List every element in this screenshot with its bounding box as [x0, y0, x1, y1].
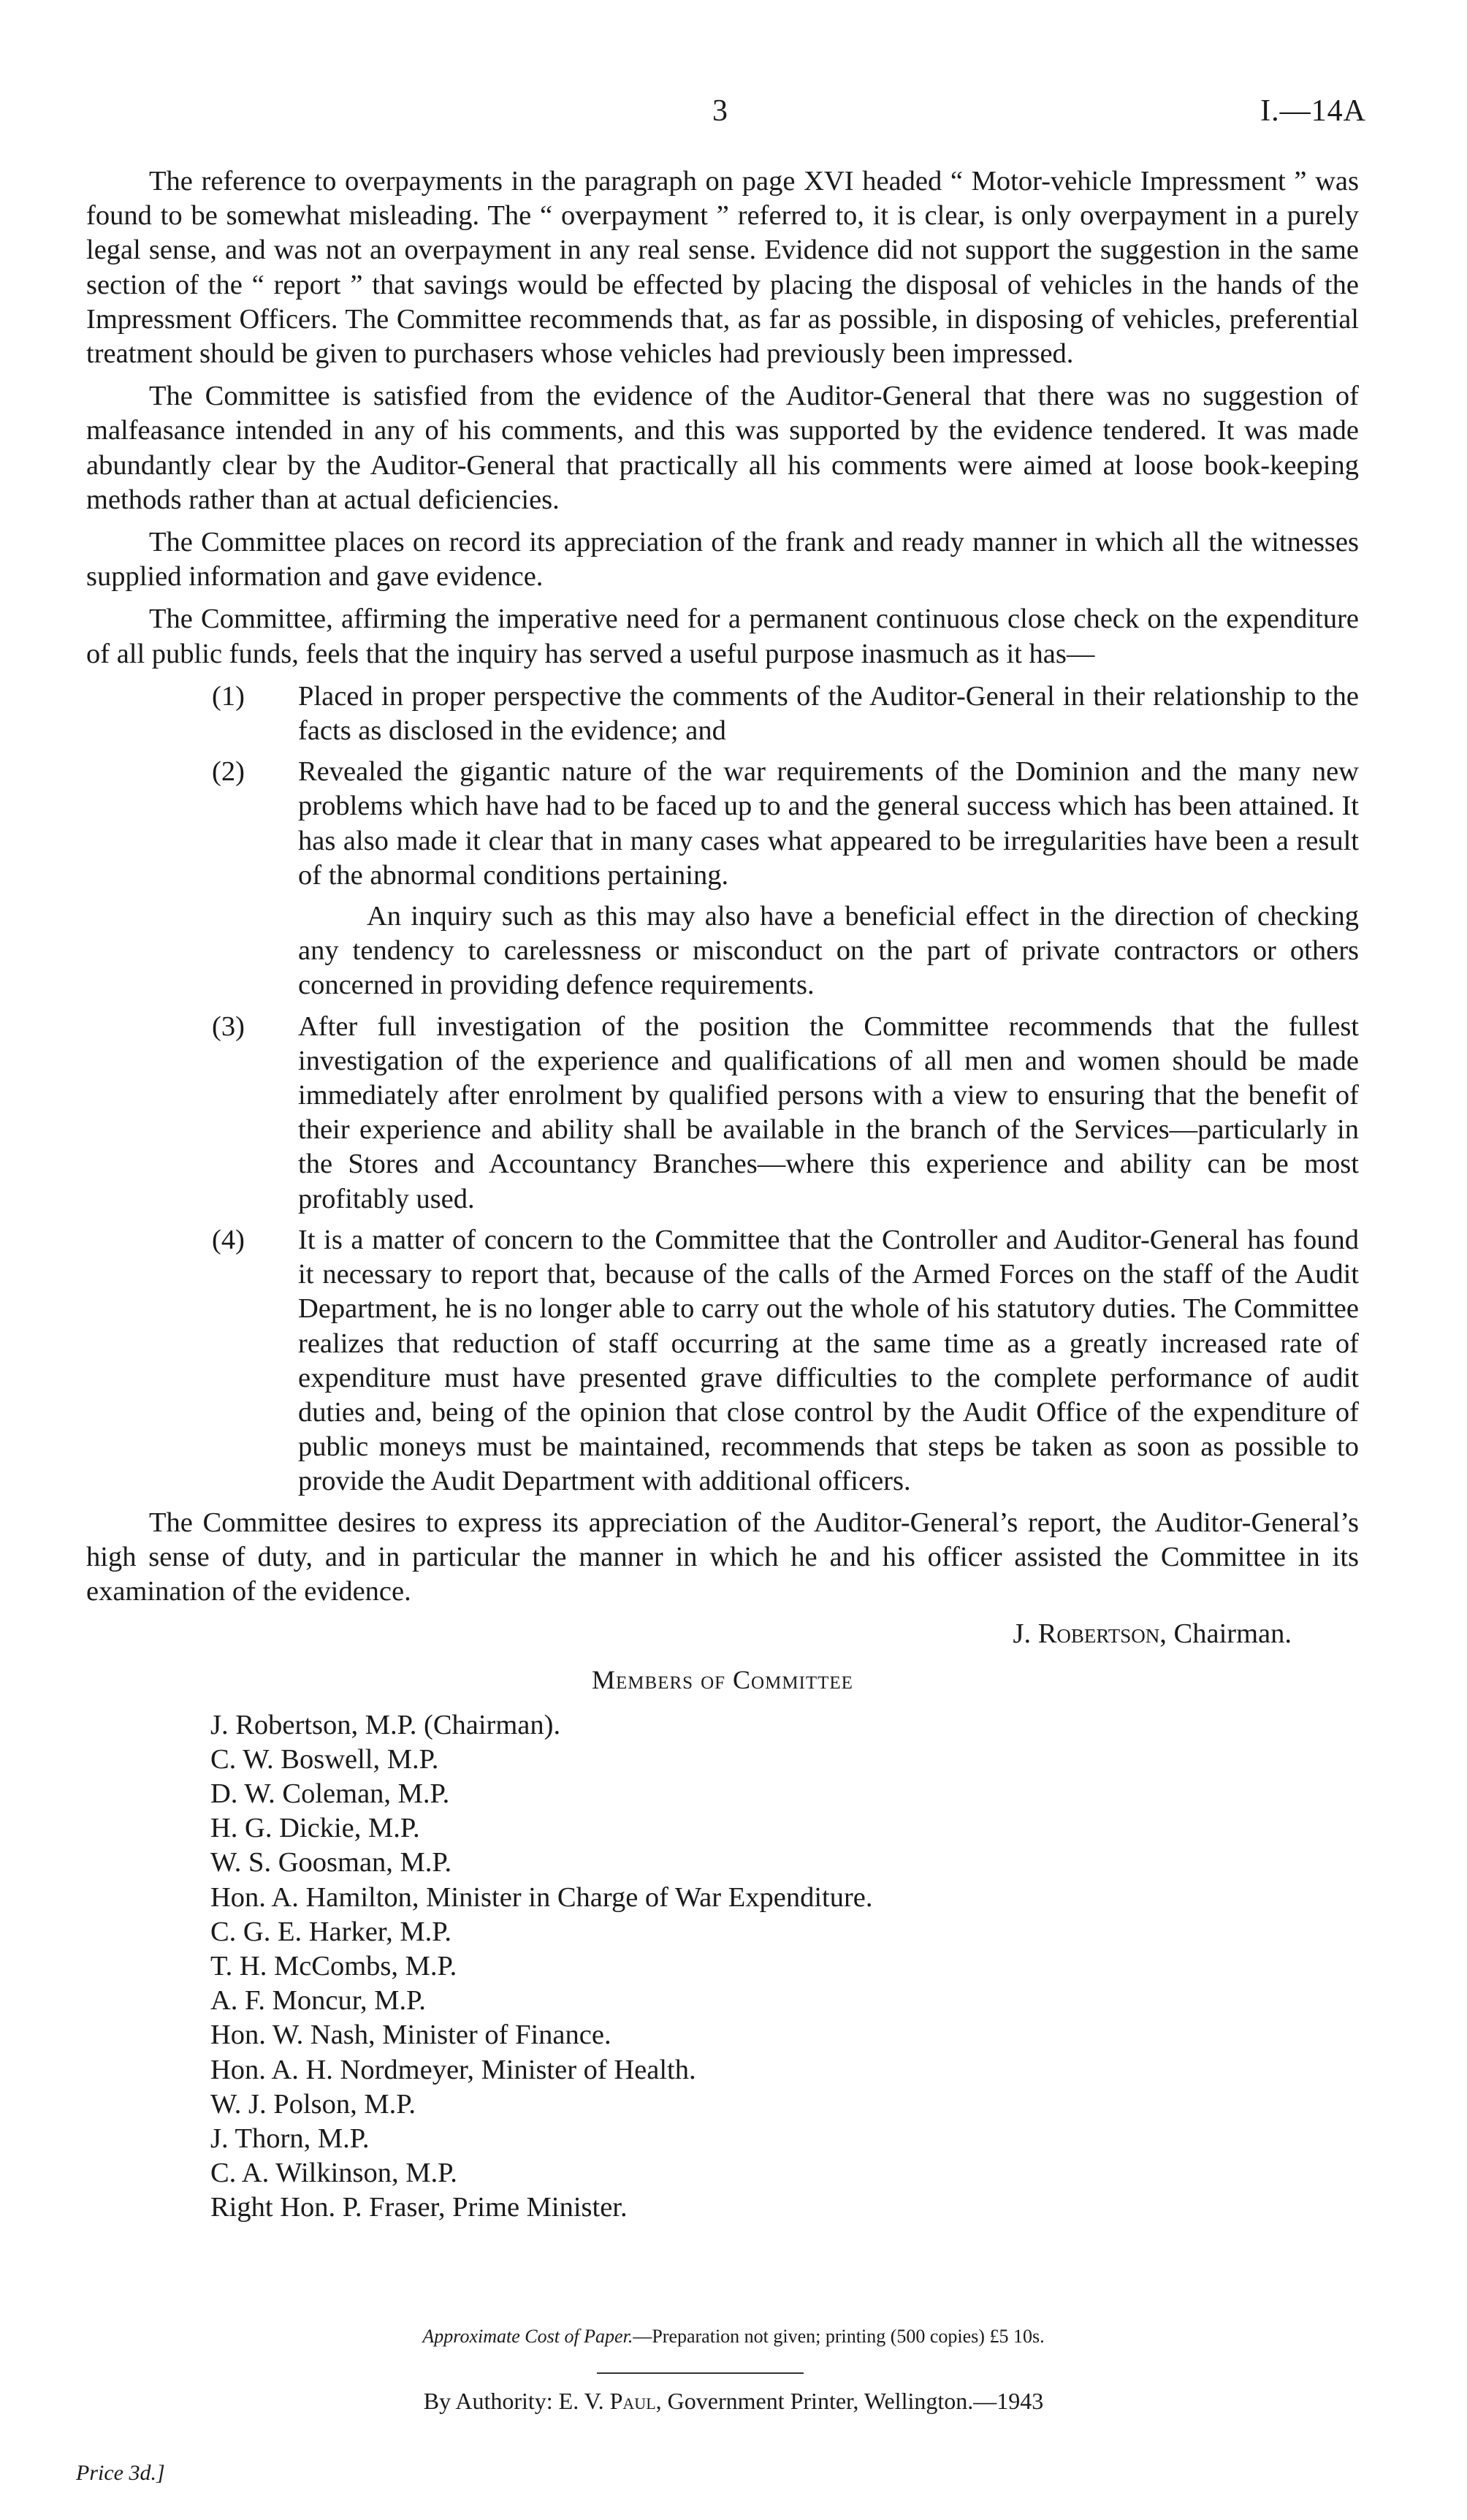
signature-name: J. Robertson,: [1013, 1618, 1167, 1650]
paragraph-inquiry-purpose: The Committee, affirming the imperative need for a permanent continuous close check on the expenditure of all public funds, feels that the inquiry has served a useful purpose inasmuch as it has—: [86, 604, 1359, 669]
list-item-number: (1): [212, 680, 245, 712]
price-label: Price 3d.]: [76, 2461, 165, 2485]
member-item: W. J. Polson, M.P.: [210, 2088, 416, 2120]
member-item: C. W. Boswell, M.P.: [210, 1743, 439, 1775]
member-item: Hon. A. Hamilton, Minister in Charge of War Expenditure.: [210, 1881, 873, 1913]
member-item: Hon. W. Nash, Minister of Finance.: [210, 2020, 611, 2051]
member-item: J. Thorn, M.P.: [210, 2123, 370, 2154]
members-list: [86, 1708, 1359, 2226]
member-item: A. F. Moncur, M.P.: [210, 1985, 426, 2017]
printer-authority: [0, 2388, 1467, 2415]
list-item-text: It is a matter of concern to the Committee that the Controller and Auditor-General has found it necessary to report that, because of the calls of the Armed Forces on the staff of the Audit Department, he is no longer able to carry out the whole of his statutory duties. The Committee realizes that reduction of staff occurring at the same time as a greatly increased rate of expenditure must have presented grave difficulties to the complete performance of audit duties and, being of the opinion that close control by the Audit Office of the expenditure of public moneys must be maintained, recommends that steps be taken as soon as possible to provide the Audit Department with additional officers.: [298, 1224, 1359, 1497]
list-item: [86, 755, 1359, 1002]
divider: [597, 2372, 804, 2374]
list-item-number: (4): [212, 1224, 245, 1255]
member-item: Right Hon. P. Fraser, Prime Minister.: [210, 2192, 628, 2223]
authority-printer-name: Paul,: [609, 2388, 662, 2414]
list-item-number: (2): [212, 756, 245, 788]
paragraph-closing: The Committee desires to express its appreciation of the Auditor-General’s report, the Auditor-General’s high sense of duty, and in particular the manner in which he and his officer assisted the Committee in its examination of the evidence.: [86, 1507, 1359, 1607]
list-item: [86, 680, 1359, 748]
member-item: H. G. Dickie, M.P.: [210, 1813, 420, 1844]
list-item-text: Placed in proper perspective the comments of the Auditor-General in their relationship to the facts as disclosed in the evidence; and: [298, 680, 1359, 747]
list-item-text: Revealed the gigantic nature of the war requirements of the Dominion and the many new problems which have had to be faced up to and the general success which has been attained. It has also made it clear that in many cases what appeared to be irregularities have been a result of the abnormal conditions pertaining.: [298, 756, 1359, 891]
document-reference: I.—14A: [1260, 94, 1366, 128]
paragraph-malfeasance: The Committee is satisfied from the evidence of the Auditor-General that there was no suggestion of malfeasance intended in any of his comments, and this was supported by the evidence tendered. It was made abundantly clear by the Auditor-General that practically all his comments were aimed at loose book-keeping methods rather than at actual deficiencies.: [86, 381, 1359, 515]
cost-text: —Preparation not given; printing (500 copies) £5 10s.: [633, 2326, 1045, 2347]
findings-list: [86, 680, 1359, 1499]
list-item: [86, 1010, 1359, 1217]
member-item: T. H. McCombs, M.P.: [210, 1950, 457, 1982]
report-body: [86, 164, 1359, 2226]
member-item: C. A. Wilkinson, M.P.: [210, 2158, 457, 2189]
authority-prefix: By Authority: E. V.: [423, 2388, 604, 2414]
list-item-text: After full investigation of the position the Committee recommends that the fullest investigation of the experience and qualifications of all men and women should be made immediately after enrolment by qualified persons with a view to ensuring that the benefit of their experience and ability shall be available in the branch of the Services—particularly in the Stores and Accountancy Branches—where this experience and ability can be most profitably used.: [298, 1010, 1359, 1214]
cost-label: Approximate Cost of Paper.: [422, 2326, 633, 2347]
cost-note: [0, 2326, 1467, 2348]
list-item-subparagraph: An inquiry such as this may also have a beneficial effect in the direction of checking any tendency to carelessness or misconduct on the part of private contractors or others concerned in providing defence requirements.: [298, 901, 1359, 1001]
paragraph-overpayments: The reference to overpayments in the paragraph on page XVI headed “ Motor-vehicle Impressment ” was found to be somewhat misleading. The “ overpayment ” referred to, it is clear, is only overpayment in a purely legal sense, and was not an overpayment in any real sense. Evidence did not support the suggestion in the same section of the “ report ” that savings would be effected by placing the disposal of vehicles in the hands of the Impressment Officers. The Committee recommends that, as far as possible, in disposing of vehicles, preferential treatment should be given to purchasers whose vehicles had previously been impressed.: [86, 166, 1359, 370]
page-number: 3: [712, 94, 728, 128]
page-header: [0, 94, 1467, 137]
member-item: D. W. Coleman, M.P.: [210, 1778, 450, 1809]
paragraph-appreciation-witnesses: The Committee places on record its appreciation of the frank and ready manner in which all the witnesses supplied information and gave evidence.: [86, 527, 1359, 593]
member-item: J. Robertson, M.P. (Chairman).: [210, 1709, 561, 1740]
list-item: [86, 1223, 1359, 1499]
member-item: Hon. A. H. Nordmeyer, Minister of Health.: [210, 2054, 696, 2085]
signature-role: Chairman.: [1173, 1618, 1292, 1650]
member-item: W. S. Goosman, M.P.: [210, 1847, 452, 1878]
member-item: C. G. E. Harker, M.P.: [210, 1916, 451, 1947]
signature: [86, 1617, 1292, 1651]
authority-suffix: Government Printer, Wellington.—1943: [667, 2388, 1044, 2414]
list-item-number: (3): [212, 1010, 245, 1042]
members-heading: Members of Committee: [592, 1665, 853, 1695]
